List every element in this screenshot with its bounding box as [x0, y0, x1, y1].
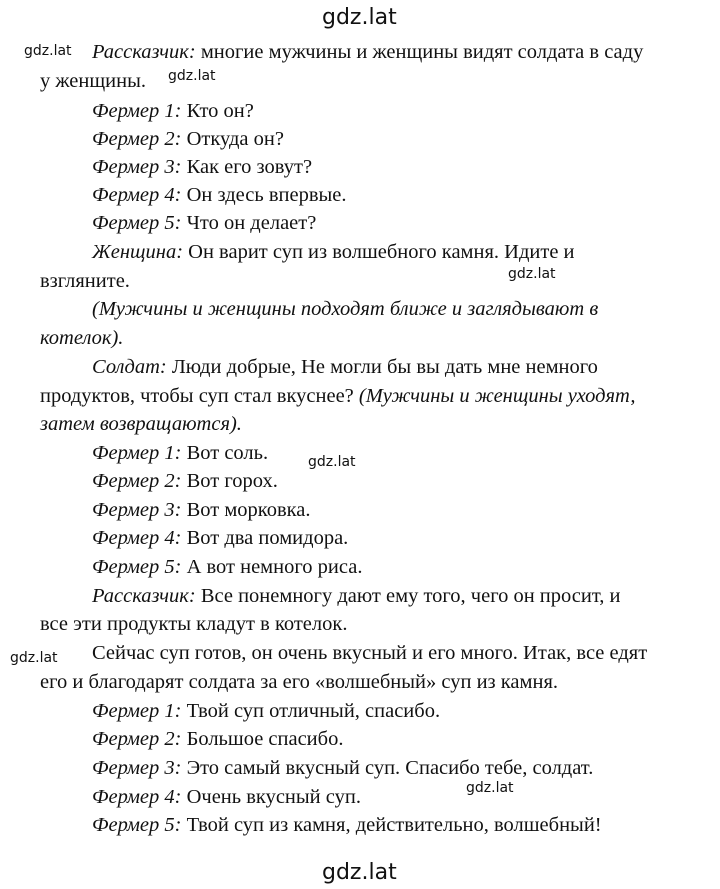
- speaker-label: Женщина:: [92, 241, 184, 263]
- line-2: [0, 71, 720, 92]
- line-12: [0, 357, 720, 378]
- line-13: [0, 386, 720, 407]
- line-22: [0, 643, 720, 664]
- line-text: Твой суп из камня, действительно, волшебный!: [181, 814, 602, 836]
- speaker-label: Фермер 2:: [92, 728, 182, 750]
- line-19: [0, 557, 720, 578]
- line-20: [0, 586, 720, 607]
- line-4: [0, 129, 720, 150]
- line-1: [0, 42, 720, 63]
- line-text: Кто он?: [181, 100, 254, 122]
- line-text: Люди добрые, Не могли бы вы дать мне немного: [166, 356, 598, 378]
- speaker-label: Фермер 5:: [92, 556, 182, 578]
- line-28: [0, 815, 720, 836]
- speaker-label: Фермер 4:: [92, 527, 182, 549]
- line-text: Твой суп отличный, спасибо.: [181, 700, 441, 722]
- line-text: Вот два помидора.: [181, 527, 349, 549]
- speaker-label: Фермер 3:: [92, 499, 182, 521]
- watermark: gdz.lat: [24, 43, 72, 59]
- line-5: [0, 157, 720, 178]
- line-6: [0, 185, 720, 206]
- watermark: gdz.lat: [308, 454, 356, 470]
- line-7: [0, 213, 720, 234]
- speaker-label: Фермер 5:: [92, 814, 182, 836]
- line-text: Он здесь впервые.: [181, 184, 347, 206]
- speaker-label: Фермер 1:: [92, 442, 182, 464]
- line-text: Откуда он?: [181, 128, 284, 150]
- line-text: Вот морковка.: [181, 499, 311, 521]
- line-3: [0, 101, 720, 122]
- line-17: [0, 500, 720, 521]
- line-11: [0, 328, 720, 349]
- line-text: многие мужчины и женщины видят солдата в саду: [195, 41, 644, 63]
- line-text: Что он делает?: [181, 212, 317, 234]
- line-25: [0, 729, 720, 750]
- line-18: [0, 528, 720, 549]
- line-15: [0, 443, 720, 464]
- watermark-bottom: gdz.lat: [322, 860, 397, 885]
- line-text: Большое спасибо.: [181, 728, 344, 750]
- stage-direction: (Мужчины и женщины уходят,: [358, 385, 636, 407]
- line-24: [0, 701, 720, 722]
- line-text: Все понемногу дают ему того, чего он просит, и: [195, 585, 621, 607]
- speaker-label: Фермер 2:: [92, 128, 182, 150]
- watermark: gdz.lat: [10, 650, 58, 666]
- speaker-label: Фермер 1:: [92, 100, 182, 122]
- line-9: [0, 271, 720, 292]
- speaker-label: Фермер 3:: [92, 757, 182, 779]
- line-21: [0, 614, 720, 635]
- line-text: его и благодарят солдата за его «волшебный» суп из камня.: [40, 671, 559, 693]
- watermark: gdz.lat: [466, 780, 514, 796]
- line-text: Очень вкусный суп.: [181, 786, 361, 808]
- speaker-label: Фермер 4:: [92, 786, 182, 808]
- line-text: у женщины.: [40, 70, 146, 92]
- line-text: взгляните.: [40, 270, 130, 292]
- line-text: А вот немного риса.: [181, 556, 363, 578]
- speaker-label: Фермер 5:: [92, 212, 182, 234]
- watermark: gdz.lat: [168, 68, 216, 84]
- speaker-label: Фермер 2:: [92, 470, 182, 492]
- stage-direction: котелок).: [40, 327, 124, 349]
- stage-direction: затем возвращаются).: [40, 413, 242, 435]
- line-8: [0, 242, 720, 263]
- line-text: Вот соль.: [181, 442, 269, 464]
- line-text: Он варит суп из волшебного камня. Идите и: [183, 241, 575, 263]
- line-text: Сейчас суп готов, он очень вкусный и его много. Итак, все едят: [92, 642, 648, 664]
- speaker-label: Рассказчик:: [92, 41, 196, 63]
- line-16: [0, 471, 720, 492]
- stage-direction: (Мужчины и женщины подходят ближе и заглядывают в: [92, 298, 599, 320]
- watermark: gdz.lat: [508, 266, 556, 282]
- watermark-top: gdz.lat: [322, 5, 397, 30]
- speaker-label: Фермер 3:: [92, 156, 182, 178]
- line-text: продуктов, чтобы суп стал вкуснее?: [40, 385, 359, 407]
- speaker-label: Фермер 1:: [92, 700, 182, 722]
- speaker-label: Рассказчик:: [92, 585, 196, 607]
- line-26: [0, 758, 720, 779]
- line-text: все эти продукты кладут в котелок.: [40, 613, 348, 635]
- line-14: [0, 414, 720, 435]
- line-10: [0, 299, 720, 320]
- speaker-label: Солдат:: [92, 356, 167, 378]
- line-27: [0, 787, 720, 808]
- line-23: [0, 672, 720, 693]
- line-text: Как его зовут?: [181, 156, 313, 178]
- line-text: Это самый вкусный суп. Спасибо тебе, солдат.: [181, 757, 594, 779]
- speaker-label: Фермер 4:: [92, 184, 182, 206]
- line-text: Вот горох.: [181, 470, 278, 492]
